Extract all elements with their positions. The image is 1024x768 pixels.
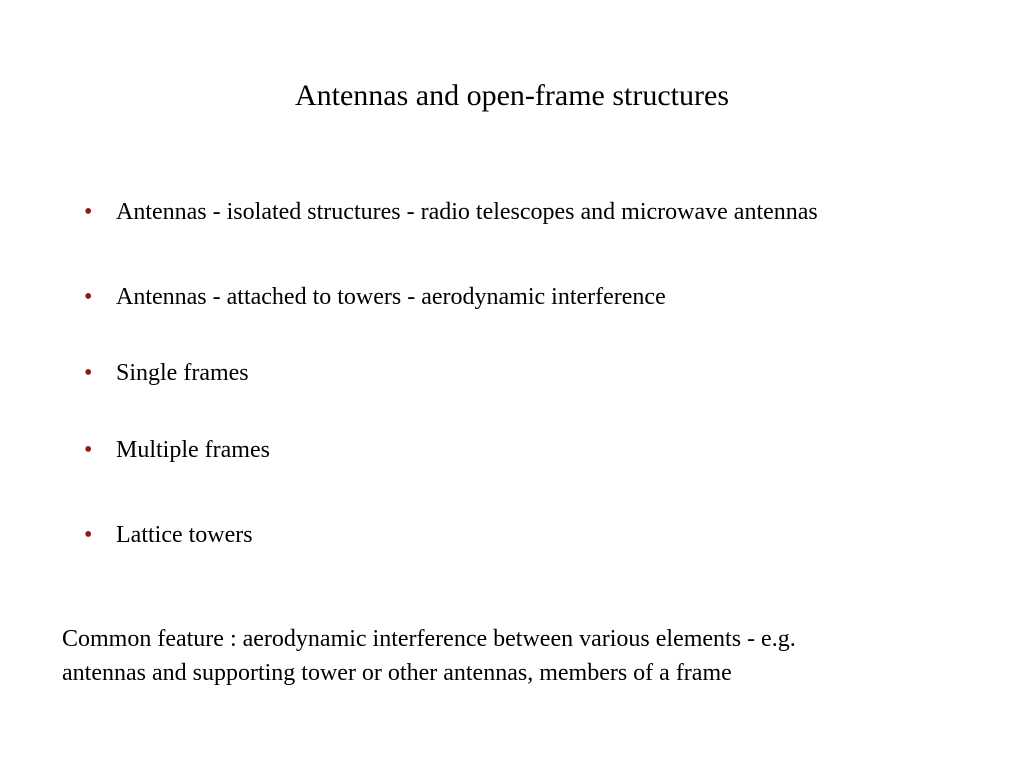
bullet-icon: • — [84, 360, 93, 386]
bullet-icon: • — [84, 522, 93, 548]
bullet-text: Single frames — [116, 360, 249, 386]
bullet-item-isolated-antennas — [78, 196, 868, 229]
bullet-text: Lattice towers — [116, 522, 253, 548]
bullet-item-multiple-frames — [78, 434, 868, 467]
bullet-item-single-frames — [78, 357, 868, 390]
common-feature-line-1: Common feature : aerodynamic interference between various elements - e.g. — [62, 626, 796, 652]
bullet-text: Antennas - isolated structures - radio telescopes and microwave antennas — [116, 199, 818, 225]
bullet-icon: • — [84, 284, 93, 310]
slide-title: Antennas and open-frame structures — [294, 79, 729, 112]
bullet-icon: • — [84, 437, 93, 463]
bullet-text: Antennas - attached to towers - aerodynamic interference — [116, 284, 666, 310]
bullet-item-attached-antennas — [78, 281, 868, 314]
common-feature-line-2: antennas and supporting tower or other antennas, members of a frame — [62, 660, 732, 686]
bullet-item-lattice-towers — [78, 519, 868, 552]
common-feature-note — [62, 622, 962, 690]
bullet-text: Multiple frames — [116, 437, 270, 463]
bullet-icon: • — [84, 199, 93, 225]
